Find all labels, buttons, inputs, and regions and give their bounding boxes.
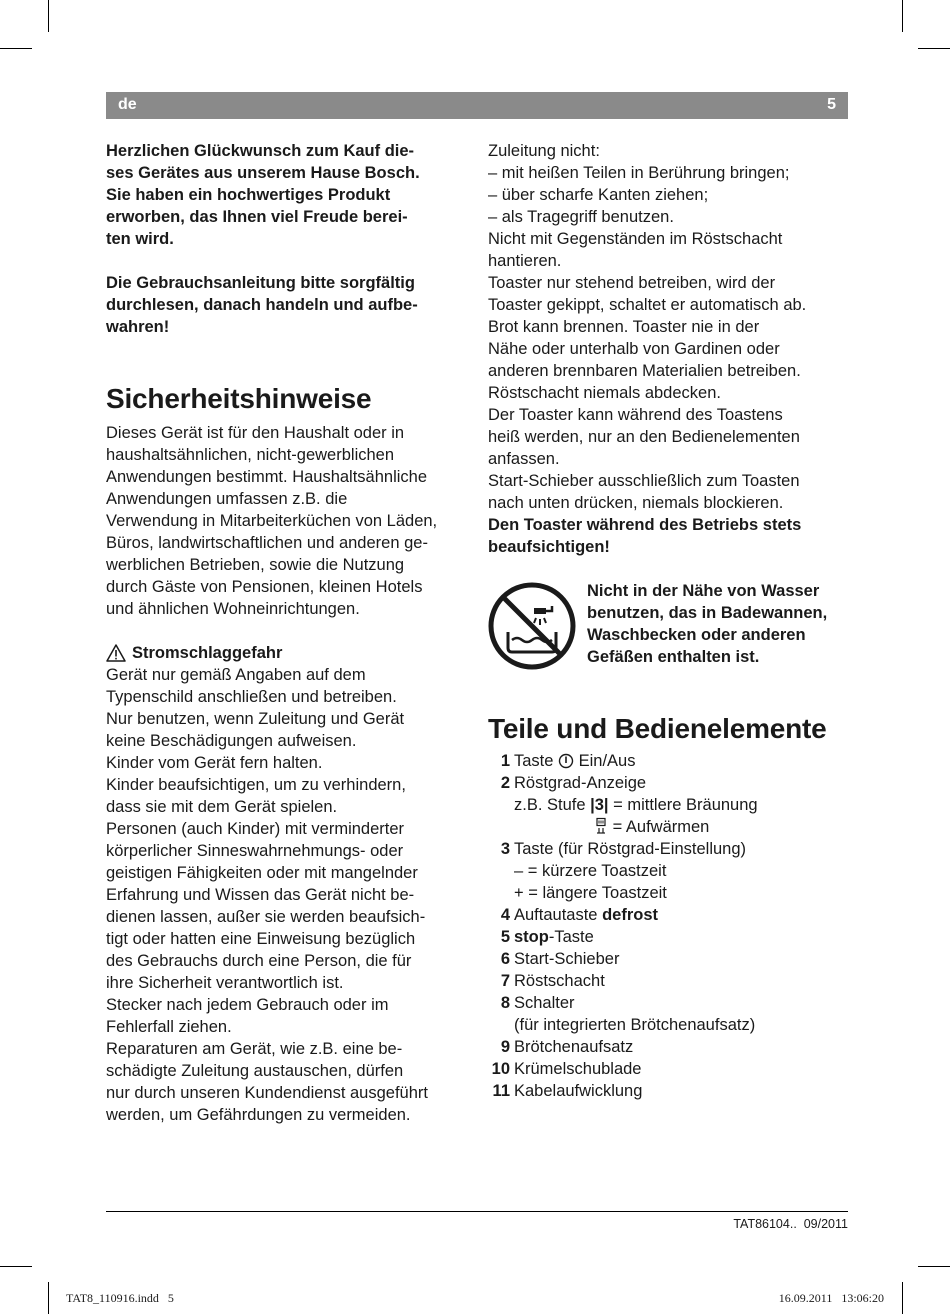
item-number: 8 [500, 994, 510, 1012]
text-line: haushaltsähnlichen, nicht-gewerblichen [106, 446, 395, 464]
water-warning-text [587, 580, 852, 668]
list-item [488, 926, 848, 948]
text-line: erworben, das Ihnen viel Freude berei- [106, 208, 408, 226]
text-line: Anwendungen umfassen z.B. die [106, 490, 348, 508]
page-header-bar [106, 92, 848, 119]
item-subline: – = kürzere Toastzeit [514, 862, 667, 880]
text-line: körperlicher Sinneswahrnehmungs- oder [106, 842, 404, 860]
text-span: Taste [514, 752, 559, 770]
text-line: wahren! [106, 318, 170, 336]
text-line: Toaster nur stehend betreiben, wird der [488, 274, 776, 292]
text-line: Sie haben ein hochwertiges Produkt [106, 186, 391, 204]
water-warning [488, 580, 848, 690]
text-line: Erfahrung und Wissen das Gerät nicht be- [106, 886, 415, 904]
text-line: hantieren. [488, 252, 562, 270]
text-line: Nicht mit Gegenständen im Röstschacht [488, 230, 783, 248]
warning-title-text: Stromschlaggefahr [132, 644, 283, 662]
crop-mark [0, 48, 32, 49]
page-number: 5 [827, 96, 836, 113]
item-text [514, 926, 594, 948]
item-text: Taste (für Röstgrad-Einstellung) [514, 840, 747, 858]
language-code: de [118, 96, 137, 113]
text-line: Zuleitung nicht: [488, 142, 600, 160]
text-line: dass sie mit dem Gerät spielen. [106, 798, 338, 816]
text-line: geistigen Fähigkeiten oder mit mangelnder [106, 864, 418, 882]
text-line: Kinder beaufsichtigen, um zu verhindern, [106, 776, 406, 794]
supervise-warning [488, 514, 848, 558]
list-item [488, 750, 848, 772]
text-line: werblichen Betrieben, sowie die Nutzung [106, 556, 405, 574]
footer-doc-id: TAT86104.. 09/2011 [733, 1217, 848, 1231]
power-icon [558, 753, 574, 769]
item-text: Röstgrad-Anzeige [514, 774, 647, 792]
intro-congrats [106, 140, 476, 250]
stop-label: stop [514, 928, 549, 946]
text-line: Brot kann brennen. Toaster nie in der [488, 318, 760, 336]
text-line: und ähnlichen Wohneinrichtungen. [106, 600, 360, 618]
list-item [488, 948, 848, 970]
text-line: nur durch unseren Kundendienst ausgeführt [106, 1084, 428, 1102]
text-line: beaufsichtigen! [488, 538, 610, 556]
text-line: des Gebrauchs durch eine Person, die für [106, 952, 412, 970]
item-number: 1 [500, 752, 510, 770]
text-line: – als Tragegriff benutzen. [488, 208, 674, 226]
footer-divider [106, 1211, 848, 1212]
text-span: Auftautaste [514, 906, 603, 924]
item-number: 10 [491, 1060, 510, 1078]
text-line: ses Gerätes aus unserem Hause Bosch. [106, 164, 420, 182]
text-line: Dieses Gerät ist für den Haushalt oder in [106, 424, 405, 442]
item-text: Start-Schieber [514, 950, 620, 968]
list-item [488, 904, 848, 926]
text-line: keine Beschädigungen aufweisen. [106, 732, 357, 750]
item-subline [488, 816, 848, 838]
text-line: Kinder vom Gerät fern halten. [106, 754, 323, 772]
text-line: Stecker nach jedem Gebrauch oder im [106, 996, 389, 1014]
safety-body-continued [488, 140, 848, 514]
item-number: 2 [500, 774, 510, 792]
item-text: Krümelschublade [514, 1060, 642, 1078]
text-line: tigt oder hatten eine Einweisung bezüglich [106, 930, 416, 948]
text-span: = Aufwärmen [608, 818, 710, 836]
item-number: 6 [500, 950, 510, 968]
text-line: benutzen, das in Badewannen, [587, 604, 828, 622]
safety-body [106, 422, 476, 620]
item-text: Brötchenaufsatz [514, 1038, 634, 1056]
text-line: ten wird. [106, 230, 174, 248]
text-span: -Taste [548, 928, 594, 946]
text-line: Personen (auch Kinder) mit verminderter [106, 820, 405, 838]
electric-shock-warning-body [106, 664, 476, 1126]
item-number: 9 [500, 1038, 510, 1056]
electric-shock-warning-title [106, 642, 476, 664]
text-line: nach unten drücken, niemals blockieren. [488, 494, 784, 512]
text-line: Herzlichen Glückwunsch zum Kauf die- [106, 142, 415, 160]
print-slug-date: 16.09.2011 13:06:20 [778, 1291, 884, 1305]
item-number: 3 [500, 840, 510, 858]
text-line: – mit heißen Teilen in Berührung bringen; [488, 164, 790, 182]
left-column [106, 140, 476, 1126]
item-subline: + = längere Toastzeit [514, 884, 667, 902]
item-number: 5 [500, 928, 510, 946]
text-line: – über scharfe Kanten ziehen; [488, 186, 709, 204]
text-span: = mittlere Bräunung [608, 796, 758, 814]
text-line: Röstschacht niemals abdecken. [488, 384, 721, 402]
intro-read-manual [106, 272, 476, 338]
item-number: 7 [500, 972, 510, 990]
text-line: dienen lassen, außer sie werden beaufsich- [106, 908, 426, 926]
text-span: Ein/Aus [574, 752, 636, 770]
text-line: anfassen. [488, 450, 560, 468]
list-item [488, 1058, 848, 1080]
crop-mark [48, 0, 49, 32]
list-item [488, 772, 848, 838]
list-item [488, 970, 848, 992]
item-text: Röstschacht [514, 972, 605, 990]
item-number: 11 [492, 1082, 510, 1100]
right-column [488, 140, 848, 1102]
text-line: Den Toaster während des Betriebs stets [488, 516, 802, 534]
defrost-label: defrost [602, 906, 658, 924]
crop-mark [918, 1266, 950, 1267]
text-line: Reparaturen am Gerät, wie z.B. eine be- [106, 1040, 403, 1058]
text-line: Toaster gekippt, schaltet er automatisch ab. [488, 296, 807, 314]
item-number: 4 [500, 906, 510, 924]
item-text [514, 750, 635, 772]
warming-rack-icon [594, 817, 608, 835]
text-line: Der Toaster kann während des Toastens [488, 406, 783, 424]
text-line: Die Gebrauchsanleitung bitte sorgfältig [106, 274, 415, 292]
level-label: |3| [590, 796, 609, 814]
text-line: Waschbecken oder anderen [587, 626, 806, 644]
parts-heading: Teile und Bedienelemente [488, 713, 827, 744]
item-subline [488, 794, 848, 816]
warning-triangle-icon [106, 643, 126, 663]
item-text [514, 904, 658, 926]
list-item [488, 992, 848, 1036]
text-line: Nur benutzen, wenn Zuleitung und Gerät [106, 710, 405, 728]
text-line: Gefäßen enthalten ist. [587, 648, 760, 666]
crop-mark [918, 48, 950, 49]
crop-mark [902, 1282, 903, 1314]
text-line: heiß werden, nur an den Bedienelementen [488, 428, 800, 446]
text-line: ihre Sicherheit verantwortlich ist. [106, 974, 344, 992]
parts-list [488, 750, 848, 1102]
text-line: Verwendung in Mitarbeiterküchen von Läden, [106, 512, 438, 530]
text-line: durch Gäste von Pensionen, kleinen Hotels [106, 578, 423, 596]
print-slug-file: TAT8_110916.indd 5 [66, 1291, 174, 1305]
text-line: Typenschild anschließen und betreiben. [106, 688, 397, 706]
text-line: Nähe oder unterhalb von Gardinen oder [488, 340, 780, 358]
no-water-icon [488, 582, 576, 670]
list-item [488, 1036, 848, 1058]
text-line: Start-Schieber ausschließlich zum Toasten [488, 472, 800, 490]
item-subline: (für integrierten Brötchenaufsatz) [514, 1016, 756, 1034]
item-text: Kabelaufwicklung [514, 1082, 643, 1100]
text-line: Gerät nur gemäß Angaben auf dem [106, 666, 366, 684]
text-line: werden, um Gefährdungen zu vermeiden. [106, 1106, 411, 1124]
list-item [488, 1080, 848, 1102]
safety-heading: Sicherheitshinweise [106, 383, 372, 414]
text-line: durchlesen, danach handeln und aufbe- [106, 296, 418, 314]
list-item [488, 838, 848, 904]
text-line: Fehlerfall ziehen. [106, 1018, 232, 1036]
text-line: Büros, landwirtschaftlichen und anderen ge- [106, 534, 428, 552]
text-line: Nicht in der Nähe von Wasser [587, 582, 820, 600]
text-span: z.B. Stufe [514, 796, 591, 814]
crop-mark [0, 1266, 32, 1267]
item-text: Schalter [514, 994, 575, 1012]
text-line: Anwendungen bestimmt. Haushaltsähnliche [106, 468, 428, 486]
text-line: schädigte Zuleitung austauschen, dürfen [106, 1062, 404, 1080]
text-line: anderen brennbaren Materialien betreiben. [488, 362, 801, 380]
crop-mark [48, 1282, 49, 1314]
crop-mark [902, 0, 903, 32]
